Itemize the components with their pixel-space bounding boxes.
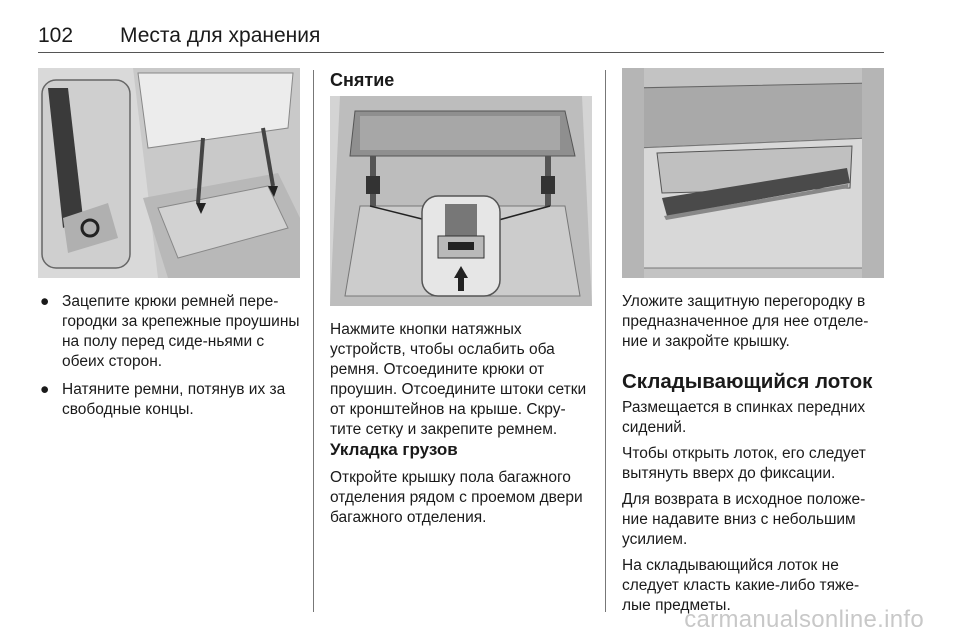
page-header — [38, 24, 884, 53]
folding-tray-paragraph: Для возврата в исходное положе-ние надавите вниз с небольшим усилием. — [622, 491, 866, 548]
folding-tray-paragraph: Чтобы открыть лоток, его следует вытянуть вверх до фиксации. — [622, 445, 866, 482]
section-heading-removal: Снятие — [330, 70, 395, 90]
removal-instructions: Нажмите кнопки натяжных устройств, чтобы ослабить оба ремня. Отсоедините крюки от проушин. Отсоедините штоки сетки от кронштейнов на крыше. Скру-тите сетку и закрепите ремнем. — [330, 321, 587, 438]
partition-storage-instructions: Уложите защитную перегородку в предназначенное для нее отделе-ние и закройте крышку. — [622, 293, 869, 350]
list-item — [38, 380, 300, 420]
underfloor-storage-illustration — [622, 68, 884, 278]
section-subheading-load-stowing: Укладка грузов — [330, 440, 458, 459]
instruction-bullet-list — [38, 292, 300, 428]
bullet-marker: ● — [40, 381, 50, 398]
stowing-instructions: Откройте крышку пола багажного отделения рядом с проемом двери багажного отделения. — [330, 469, 583, 526]
folding-tray-paragraph: Размещается в спинках передних сидений. — [622, 399, 866, 436]
column-divider-right — [605, 70, 606, 612]
net-removal-illustration — [330, 96, 592, 306]
watermark: carmanualsonline.info — [684, 606, 924, 633]
page-title: Места для хранения — [120, 24, 321, 47]
column-divider-left — [313, 70, 314, 612]
cargo-net-attachment-illustration — [38, 68, 300, 278]
bullet-marker: ● — [40, 293, 50, 310]
bullet-text: Натяните ремни, потянув их за свободные концы. — [62, 381, 286, 418]
list-item — [38, 292, 300, 372]
section-heading-folding-tray: Складывающийся лоток — [622, 370, 873, 393]
folding-tray-paragraph: На складывающийся лоток не следует класть какие-либо тяже-лые предметы. — [622, 557, 860, 614]
page-number: 102 — [38, 24, 74, 47]
bullet-text: Зацепите крюки ремней пере-городки за крепежные проушины на полу перед сиде-ньями с обеих сторон. — [62, 293, 300, 370]
